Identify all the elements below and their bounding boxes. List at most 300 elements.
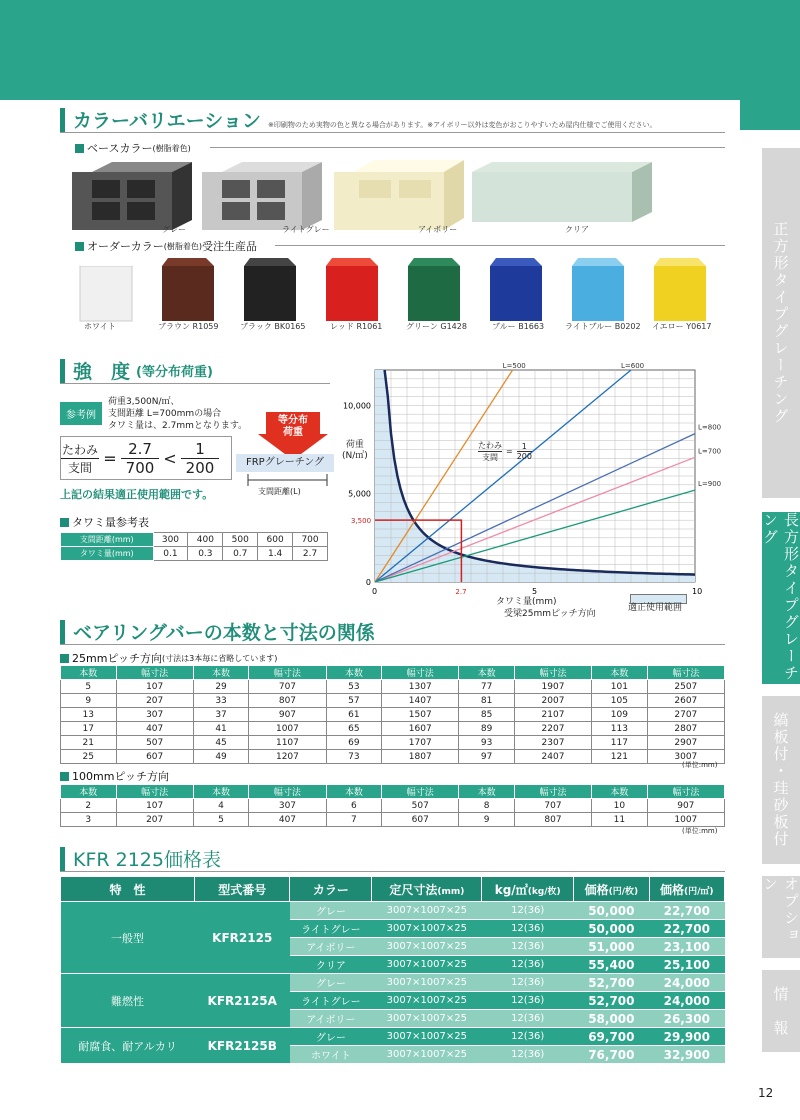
deflect-header-label: タワミ量参考表 (72, 516, 149, 529)
price-header-sub: (円/㎡) (684, 886, 714, 897)
deflect-table (60, 532, 328, 561)
price-cell: クリア (290, 956, 372, 974)
table-cell: 1207 (249, 750, 326, 764)
p25-label: 25mmピッチ方向 (72, 652, 162, 665)
base-caption-3: クリア (565, 225, 589, 234)
base-caption-0: グレー (162, 225, 186, 234)
order-caption-3: レッド R1061 (330, 322, 383, 331)
price-header-sub: (kg/枚) (527, 886, 561, 897)
table-cell: 5 (193, 813, 249, 827)
order-caption-4: グリーン G1428 (406, 322, 467, 331)
table-cell: 69 (326, 736, 382, 750)
price-cell: 12(36) (482, 974, 574, 992)
title-bar (60, 359, 65, 383)
price-cell: 12(36) (482, 902, 574, 920)
table-cell: 101 (592, 680, 648, 694)
table-cell: 2007 (514, 694, 591, 708)
table-cell: 407 (249, 813, 326, 827)
ref-label: 参考例 (60, 402, 102, 425)
order-color-sub: (樹脂着色) (163, 241, 203, 251)
table-cell: 2.7 (293, 547, 328, 561)
square-icon (60, 518, 69, 527)
table-cell: 300 (153, 533, 188, 547)
table-cell: 207 (116, 813, 193, 827)
table-cell: 97 (459, 750, 515, 764)
price-row (61, 902, 725, 920)
table-cell: 53 (326, 680, 382, 694)
price-header: 価格(円/枚) (574, 877, 649, 902)
table-cell: 0.3 (188, 547, 223, 561)
price-cell: 3007×1007×25 (372, 992, 482, 1010)
table-cell: 9 (459, 813, 515, 827)
price-cell: 3007×1007×25 (372, 938, 482, 956)
table-cell: 3007 (647, 750, 724, 764)
table-cell: 5 (61, 680, 117, 694)
table-header: 本数 (61, 666, 117, 680)
tab-rectangle-grating[interactable]: 長方形タイプグレーチング (761, 512, 800, 682)
table-cell: 1407 (382, 694, 459, 708)
table-cell: 700 (293, 533, 328, 547)
price-cell: 3007×1007×25 (372, 956, 482, 974)
table-cell: 105 (592, 694, 648, 708)
table-cell: 73 (326, 750, 382, 764)
swatch-yellow (654, 258, 706, 321)
p25-table (60, 665, 725, 764)
table-header: 本数 (326, 785, 382, 799)
strength-section-title (60, 357, 213, 384)
table-cell: 6 (326, 799, 382, 813)
price-cell: 52,700 (574, 974, 649, 992)
order-color-label: オーダーカラー (87, 240, 164, 253)
swatch-clear (472, 162, 652, 222)
formula-right-bottom: 200 (181, 458, 219, 477)
swatch-blue (490, 258, 542, 321)
p100-header (60, 768, 169, 784)
square-icon (75, 242, 84, 251)
series-label: L=500 (502, 362, 526, 370)
table-cell: 107 (116, 680, 193, 694)
price-row (61, 1028, 725, 1046)
table-cell: 25 (61, 750, 117, 764)
order-caption-0: ホワイト (84, 322, 116, 331)
swatch-lightblue (572, 258, 624, 321)
price-cell: 26,300 (649, 1010, 724, 1028)
table-header: 本数 (326, 666, 382, 680)
table-cell: 33 (193, 694, 249, 708)
tab-options[interactable]: オプション (762, 876, 800, 958)
p25-sub: (寸法は3本毎に省略しています) (162, 653, 278, 663)
table-header: 支間距離(mm) (61, 533, 154, 547)
table-cell: 607 (116, 750, 193, 764)
table-cell: 107 (116, 799, 193, 813)
table-cell: 1007 (647, 813, 724, 827)
formula-eq: = (103, 448, 117, 468)
price-cell: 12(36) (482, 920, 574, 938)
price-cell: 12(36) (482, 1010, 574, 1028)
order-caption-2: ブラック BK0165 (240, 322, 306, 331)
price-cell: 32,900 (649, 1046, 724, 1064)
color-title: カラーバリエーション (73, 110, 261, 132)
price-header-sub: (円/枚) (608, 886, 639, 897)
span-label: 支間距離(L) (258, 487, 301, 496)
highlight-x-label: 2.7 (455, 588, 467, 596)
price-cell: 3007×1007×25 (372, 974, 482, 992)
price-cell: 69,700 (574, 1028, 649, 1046)
formula-lt: < (163, 448, 177, 468)
table-cell: 600 (258, 533, 293, 547)
price-feature: 一般型 (61, 902, 195, 974)
table-cell: 1507 (382, 708, 459, 722)
order-color-header (75, 238, 257, 254)
base-caption-1: ライトグレー (282, 225, 330, 234)
table-header: 本数 (193, 785, 249, 799)
price-cell: 51,000 (574, 938, 649, 956)
price-cell: ホワイト (290, 1046, 372, 1064)
price-cell: グレー (290, 902, 372, 920)
table-cell: 807 (514, 813, 591, 827)
table-cell: 1807 (382, 750, 459, 764)
table-cell: 93 (459, 736, 515, 750)
table-header: 本数 (592, 785, 648, 799)
load-label-1: 等分布 (278, 415, 308, 426)
table-row (61, 813, 725, 827)
price-cell: 3007×1007×25 (372, 1046, 482, 1064)
table-cell: 707 (249, 680, 326, 694)
table-cell: 1.4 (258, 547, 293, 561)
price-cell: 50,000 (574, 920, 649, 938)
table-header: 本数 (193, 666, 249, 680)
formula-left-top: たわみ (61, 442, 98, 457)
table-header: 本数 (592, 666, 648, 680)
price-cell: 3007×1007×25 (372, 1010, 482, 1028)
price-header-sub: (mm) (437, 886, 465, 897)
price-header: カラー (290, 877, 372, 902)
table-cell: 2107 (514, 708, 591, 722)
strength-title: 強 度 (73, 361, 131, 383)
series-label: L=800 (698, 423, 722, 432)
table-header: 幅寸法 (116, 785, 193, 799)
price-header: 価格(円/㎡) (649, 877, 724, 902)
price-cell: 3007×1007×25 (372, 920, 482, 938)
formula-left-bottom: 支間 (61, 458, 99, 476)
table-header: 幅寸法 (382, 666, 459, 680)
table-cell: 113 (592, 722, 648, 736)
span-dimension-icon (240, 474, 335, 486)
tab-square-grating[interactable]: 正方形タイプグレーチング (762, 148, 800, 498)
price-cell: 12(36) (482, 1028, 574, 1046)
price-cell: 12(36) (482, 956, 574, 974)
chart-y-label: 荷重 (N/㎡) (342, 440, 368, 461)
base-swatches (72, 152, 732, 232)
table-cell: 2307 (514, 736, 591, 750)
tab-checker-plate[interactable]: 縞板付・珪砂板付 (762, 696, 800, 864)
formula-left (61, 441, 99, 476)
table-cell: 45 (193, 736, 249, 750)
price-cell: 55,400 (574, 956, 649, 974)
table-header: 幅寸法 (382, 785, 459, 799)
unit-note: (単位:mm) (682, 761, 718, 769)
price-cell: 52,700 (574, 992, 649, 1010)
swatch-red (326, 258, 378, 321)
table-cell: 2 (61, 799, 117, 813)
ref-line: 支間距離 L=700mmの場合 (108, 409, 222, 419)
load-label-2: 荷重 (283, 427, 303, 438)
series-label: L=600 (621, 362, 645, 370)
swatch-gray (72, 162, 192, 230)
table-cell: 307 (249, 799, 326, 813)
table-cell: 0.1 (153, 547, 188, 561)
table-header: タワミ量(mm) (61, 547, 154, 561)
table-header: 本数 (459, 666, 515, 680)
divider (60, 132, 725, 133)
chart-formula-left (478, 440, 502, 463)
base-color-label: ベースカラー (87, 142, 153, 155)
y-tick-label: 0 (365, 578, 371, 587)
order-caption-7: イエロー Y0617 (652, 322, 712, 331)
table-cell: 13 (61, 708, 117, 722)
table-cell: 2907 (647, 736, 724, 750)
p100-label: 100mmピッチ方向 (72, 770, 169, 783)
table-header: 幅寸法 (647, 666, 724, 680)
ref-text (108, 396, 247, 432)
price-model: KFR2125A (195, 974, 290, 1028)
legend-label: 適正使用範囲 (628, 603, 683, 613)
formula-mid-bottom: 700 (121, 458, 159, 477)
price-row (61, 974, 725, 992)
y-tick-label: 5,000 (348, 489, 371, 499)
table-header-row (61, 785, 725, 799)
table-cell: 307 (116, 708, 193, 722)
table-cell: 1007 (249, 722, 326, 736)
table-row (61, 722, 725, 736)
x-tick-label: 5 (532, 587, 538, 596)
title-bar (60, 847, 65, 871)
swatch-lightgray (202, 162, 322, 230)
formula-right-top: 1 (195, 439, 205, 458)
order-swatches (72, 254, 732, 324)
color-section-title (60, 106, 261, 133)
base-caption-2: アイボリー (418, 225, 458, 234)
table-header-row (61, 666, 725, 680)
table-cell: 7 (326, 813, 382, 827)
formula-mid-top: 2.7 (128, 439, 152, 458)
table-cell: 2807 (647, 722, 724, 736)
price-model: KFR2125B (195, 1028, 290, 1064)
price-cell: 12(36) (482, 992, 574, 1010)
table-cell: 41 (193, 722, 249, 736)
ref-line: 荷重3,500N/㎡、 (108, 397, 180, 407)
color-note: ※印刷物のため実物の色と異なる場合があります。※アイボリー以外は変色がおこりやすいため屋内仕様でご使用ください。 (268, 121, 657, 129)
divider (60, 383, 330, 384)
price-title: KFR 2125価格表 (73, 849, 221, 871)
table-cell: 400 (188, 533, 223, 547)
table-cell: 500 (223, 533, 258, 547)
chart-formula-num: 1 (521, 442, 527, 451)
table-cell: 1707 (382, 736, 459, 750)
table-cell: 81 (459, 694, 515, 708)
tab-info[interactable]: 情 報 (762, 970, 800, 1052)
table-cell: 89 (459, 722, 515, 736)
series-label: L=700 (698, 447, 722, 456)
formula-mid (121, 440, 159, 477)
highlight-y-label: 3,500 (351, 517, 372, 526)
table-cell: 29 (193, 680, 249, 694)
table-header: 本数 (61, 785, 117, 799)
price-cell: 50,000 (574, 902, 649, 920)
x-tick-label: 10 (692, 587, 703, 596)
table-cell: 61 (326, 708, 382, 722)
price-table (60, 876, 725, 1064)
price-header: 定尺寸法(mm) (372, 877, 482, 902)
price-model: KFR2125 (195, 902, 290, 974)
bearing-title: ベアリングバーの本数と寸法の関係 (73, 622, 375, 644)
table-cell: 65 (326, 722, 382, 736)
swatch-brown (162, 258, 214, 321)
swatch-green (408, 258, 460, 321)
price-cell: 23,100 (649, 938, 724, 956)
chart-formula-top: たわみ (478, 441, 502, 450)
bearing-section-title (60, 618, 375, 645)
order-caption-5: ブルー B1663 (492, 322, 545, 331)
frp-label: FRPグレーチング (236, 454, 334, 472)
price-header-row (61, 877, 725, 902)
table-cell: 57 (326, 694, 382, 708)
table-cell: 121 (592, 750, 648, 764)
price-cell: 25,100 (649, 956, 724, 974)
table-cell: 507 (382, 799, 459, 813)
page-number: 12 (758, 1086, 774, 1100)
price-cell: 58,000 (574, 1010, 649, 1028)
formula-box (60, 436, 232, 480)
table-cell: 21 (61, 736, 117, 750)
price-cell: 22,700 (649, 902, 724, 920)
price-feature: 耐腐食、耐アルカリ (61, 1028, 195, 1064)
ref-line: タワミ量は、2.7mmとなります。 (108, 421, 248, 431)
table-cell: 607 (382, 813, 459, 827)
table-cell: 77 (459, 680, 515, 694)
price-cell: 22,700 (649, 920, 724, 938)
p100-table (60, 784, 725, 827)
price-cell: ライトグレー (290, 992, 372, 1010)
table-cell: 2207 (514, 722, 591, 736)
table-cell: 8 (459, 799, 515, 813)
table-header: 本数 (459, 785, 515, 799)
table-header: 幅寸法 (249, 666, 326, 680)
table-cell: 807 (249, 694, 326, 708)
p25-header (60, 650, 277, 666)
table-cell: 707 (514, 799, 591, 813)
divider (60, 644, 725, 645)
series-label: L=900 (698, 480, 722, 489)
table-header: 幅寸法 (647, 785, 724, 799)
table-cell: 11 (592, 813, 648, 827)
table-header: 幅寸法 (514, 785, 591, 799)
swatch-black (244, 258, 296, 321)
chart-formula-eq: = (506, 447, 513, 456)
table-row (61, 547, 328, 561)
table-header: 幅寸法 (249, 785, 326, 799)
square-icon (60, 772, 69, 781)
table-cell: 907 (647, 799, 724, 813)
table-row (61, 750, 725, 764)
price-section-title (60, 845, 221, 872)
order-color-tail: 受注生産品 (202, 240, 258, 253)
price-cell: アイボリー (290, 1010, 372, 1028)
unit-note: (単位:mm) (682, 827, 718, 835)
table-cell: 0.7 (223, 547, 258, 561)
price-cell: 3007×1007×25 (372, 1028, 482, 1046)
table-cell: 1607 (382, 722, 459, 736)
price-cell: グレー (290, 1028, 372, 1046)
table-cell: 49 (193, 750, 249, 764)
table-row (61, 799, 725, 813)
chart-formula-den: 200 (516, 452, 532, 461)
table-cell: 37 (193, 708, 249, 722)
price-cell: 24,000 (649, 992, 724, 1010)
table-cell: 407 (116, 722, 193, 736)
table-header: 幅寸法 (514, 666, 591, 680)
formula-right (181, 440, 219, 477)
deflect-header (60, 514, 149, 530)
table-cell: 907 (249, 708, 326, 722)
price-cell: ライトグレー (290, 920, 372, 938)
table-cell: 2607 (647, 694, 724, 708)
price-cell: 3007×1007×25 (372, 902, 482, 920)
divider (210, 147, 725, 148)
title-bar (60, 108, 65, 132)
order-caption-1: ブラウン R1059 (158, 322, 219, 331)
table-cell: 3 (61, 813, 117, 827)
table-row (61, 736, 725, 750)
table-row (61, 708, 725, 722)
table-cell: 2507 (647, 680, 724, 694)
chart-x-sub: 受梁25mmピッチ方向 (504, 609, 596, 619)
price-cell: 29,900 (649, 1028, 724, 1046)
strength-title-sub: (等分布荷重) (136, 365, 213, 380)
strength-chart (340, 360, 730, 620)
table-row (61, 694, 725, 708)
table-cell: 109 (592, 708, 648, 722)
result-text: 上記の結果適正使用範囲です。 (60, 488, 214, 501)
price-cell: 76,700 (574, 1046, 649, 1064)
chart-formula-bottom: 支間 (478, 451, 502, 463)
price-cell: アイボリー (290, 938, 372, 956)
order-caption-6: ライトブルー B0202 (565, 322, 641, 331)
table-cell: 2707 (647, 708, 724, 722)
price-header: 特 性 (61, 877, 195, 902)
divider (60, 871, 725, 872)
price-cell: 12(36) (482, 938, 574, 956)
chart-formula-right (517, 442, 532, 461)
swatch-ivory (334, 160, 464, 230)
table-cell: 1107 (249, 736, 326, 750)
table-cell: 9 (61, 694, 117, 708)
table-cell: 507 (116, 736, 193, 750)
price-cell: グレー (290, 974, 372, 992)
price-cell: 24,000 (649, 974, 724, 992)
swatch-white (80, 258, 132, 321)
table-cell: 85 (459, 708, 515, 722)
table-cell: 4 (193, 799, 249, 813)
divider (275, 245, 725, 246)
table-cell: 1907 (514, 680, 591, 694)
title-bar (60, 620, 65, 644)
y-tick-label: 10,000 (343, 401, 371, 411)
load-label (264, 415, 322, 439)
base-color-sub: (樹脂着色) (152, 143, 191, 153)
price-cell: 12(36) (482, 1046, 574, 1064)
table-cell: 207 (116, 694, 193, 708)
